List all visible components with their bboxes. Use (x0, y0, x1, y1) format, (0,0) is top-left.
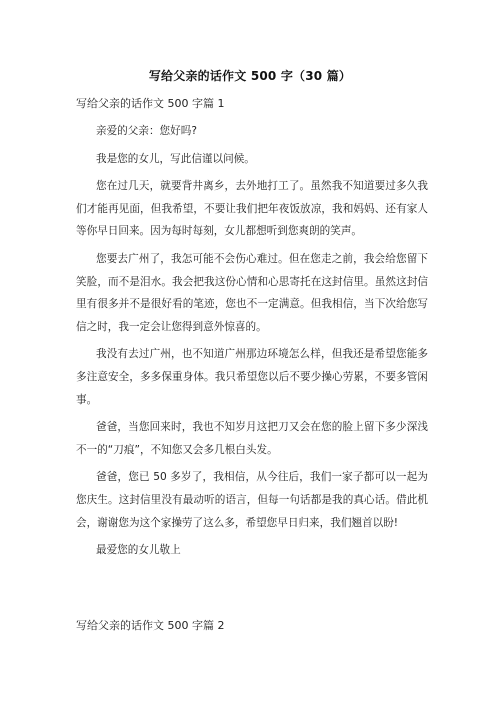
paragraph: 爸爸，当您回来时，我也不知岁月这把刀又会在您的脸上留下多少深浅不一的“刀痕”，不知您又会多几根白头发。 (76, 421, 428, 456)
paragraph: 爸爸，您已 50 多岁了，我相信，从今往后，我们一家子都可以一起为您庆生。这封信里没有最动听的语言，但每一句话都是我的真心话。借此机会，谢谢您为这个家操劳了这么多，希望您早日归来，我们翘首以盼! (76, 471, 428, 529)
section-heading-1: 写给父亲的话作文 500 字篇 1 (76, 97, 225, 110)
section-body-1 (76, 120, 428, 567)
paragraph-intro: 我是您的女儿，写此信谨以问候。 (96, 152, 255, 165)
paragraph: 您要去广州了，我怎可能不会伤心难过。但在您走之前，我会给您留下笑脸，而不是泪水。我会把我这份心情和心思寄托在这封信里。虽然这封信里有很多并不是很好看的笔迹，您也不一定满意。但我相信，当下次给您写信之时，我一定会让您得到意外惊喜的。 (76, 252, 428, 333)
paragraph-signature: 最爱您的女儿敬上 (96, 544, 181, 557)
paragraph: 我没有去过广州，也不知道广州那边环境怎么样，但我还是希望您能多多注意安全，多多保重身体。我只希望您以后不要少操心劳累，不要多管闲事。 (76, 348, 428, 406)
paragraph: 您在过几天，就要背井离乡，去外地打工了。虽然我不知道要过多久我们才能再见面，但我希望，不要让我们把年夜饭放凉，我和妈妈、还有家人等你早日回来。因为每时每刻，女儿都想听到您爽朗的笑声。 (76, 180, 428, 238)
paragraph-greeting: 亲爱的父亲：您好吗? (96, 125, 197, 137)
document-title: 写给父亲的话作文 500 字（30 篇） (148, 69, 352, 83)
section-heading-2: 写给父亲的话作文 500 字篇 2 (76, 619, 225, 632)
